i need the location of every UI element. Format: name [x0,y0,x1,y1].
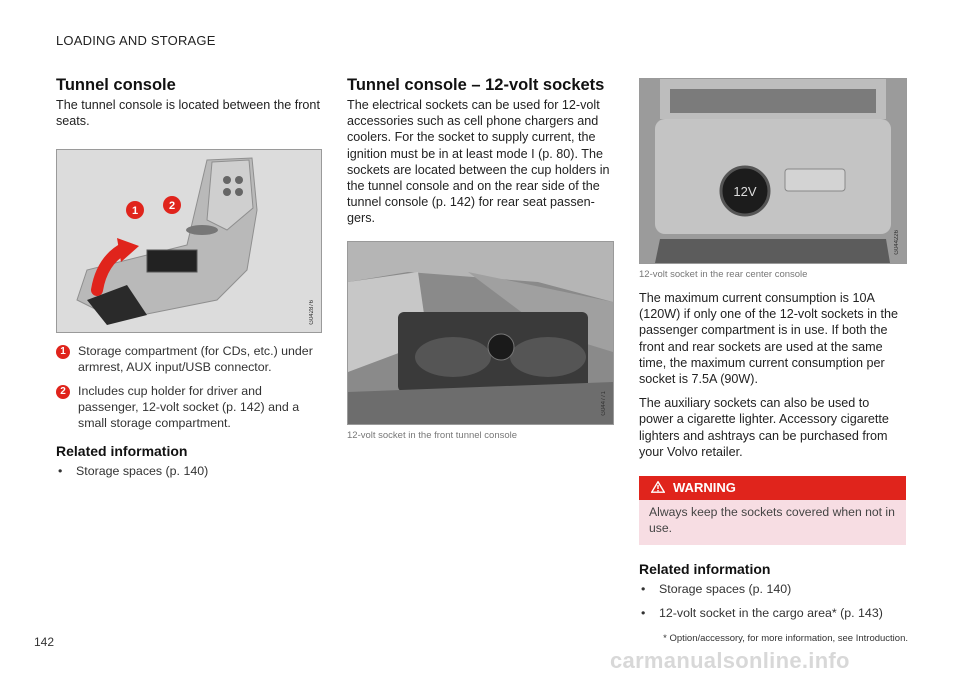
related-link[interactable]: • Storage spaces (p. 140) [56,463,322,479]
figure-code: G044771 [601,390,607,416]
column-tunnel-console [56,76,322,487]
page-number: 142 [34,635,55,649]
related-link[interactable]: • Storage spaces (p. 140) [639,581,906,597]
body-text: The electrical sockets can be used for 12-volt accessories such as cell phone chargers and coolers. For the socket to supply current, the ignition must be in at least mode I (p. 80). The sockets are located between the cup holders in the tunnel console and on the rear side of the tunnel console (p. 142) for rear seat passen-gers. [347,98,610,226]
column-12v-info [639,78,906,629]
footnote: * Option/accessory, for more information, see Introduction. [663,633,908,644]
page-header: LOADING AND STORAGE [56,33,216,48]
figure-caption: 12-volt socket in the front tunnel console [347,429,518,441]
callout-2-label: 2 [168,200,176,213]
section-title: Tunnel console – 12-volt sockets [347,76,605,94]
figure-code: G042876 [309,299,315,325]
related-title: Related information [639,561,771,578]
tunnel-console-figure [56,149,322,333]
socket-label: 12V [733,184,757,199]
warning-header [639,476,906,500]
warning-icon [651,476,665,500]
callout-1-label: 1 [131,205,139,218]
body-text: The maximum current consumption is 10A (120W) if only one of the 12-volt sockets in the passenger compartment is in use. If both the front and rear sockets are used at the same time, the maximum current consumption per socket is 7.5A (90W). [639,291,899,387]
intro-text: The tunnel console is located between the front seats. [56,98,320,129]
figure-code: G044226 [894,230,900,255]
related-link[interactable]: • 12-volt socket in the cargo area* (p. 143) [639,605,906,621]
column-12v-sockets [347,76,614,441]
warning-text: Always keep the sockets covered when not in use. [649,505,895,535]
related-title: Related information [56,443,188,460]
rear-socket-figure [639,78,907,264]
rear-socket-illustration [640,79,906,263]
number-badge: 1 [56,345,70,359]
body-text: The auxiliary sockets can also be used to power a cigarette lighter. Accessory cigarette lighters and ashtrays can be purchased from your Volvo retailer. [639,396,889,459]
section-title: Tunnel console [56,76,176,94]
watermark: carmanualsonline.info [610,648,850,673]
tunnel-console-illustration [57,150,321,332]
list-item [56,343,322,375]
front-socket-figure [347,241,614,425]
list-item-text: Storage compartment (for CDs, etc.) under armrest, AUX input/USB connector. [78,344,313,375]
list-item-text: Includes cup holder for driver and passenger, 12-volt socket (p. 142) and a small storage compartment. [78,384,300,431]
warning-title: WARNING [673,480,736,496]
front-socket-illustration [348,242,613,424]
figure-caption: 12-volt socket in the rear center console [639,269,808,280]
list-item [56,383,322,431]
warning-box [639,476,906,545]
number-badge: 2 [56,385,70,399]
